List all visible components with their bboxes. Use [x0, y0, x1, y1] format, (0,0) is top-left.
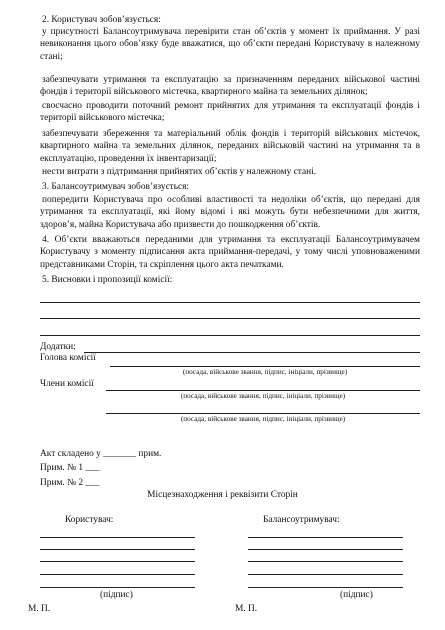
user-requisites-line: [40, 537, 195, 538]
paragraph-expenses: нести витрати з підтримання прийнятих об’єктів у належному стані.: [42, 167, 317, 177]
conclusions-line: [40, 335, 420, 336]
chairman-signature-line: [110, 366, 420, 367]
act-copies-line: [40, 448, 161, 460]
attachments-label: Додатки:: [40, 342, 76, 352]
user-requisites-line: [40, 574, 195, 575]
member-caption: (посада, військове звання, підпис, ініціали, прізвище): [180, 392, 346, 400]
conclusions-line: [40, 302, 420, 303]
chairman-caption: (посада, військове звання, підпис, ініціали, прізвище): [182, 368, 348, 376]
section-5-heading: 5. Висновки і пропозиції комісії:: [42, 275, 173, 285]
chairman-label: Голова комісії: [40, 353, 96, 363]
paragraph-maintenance: забезпечувати утримання та експлуатацію за призначенням переданих військової частині фондів і території військового містечка, квартирного майна та земельних ділянок;: [40, 75, 420, 98]
member-signature-line: [106, 413, 420, 414]
section-3-heading: 3. Балансоутримувач зобов’язується:: [42, 182, 190, 192]
holder-requisites-line: [248, 574, 403, 575]
holder-requisites-line: [248, 561, 403, 562]
user-sign-caption: (підпис): [100, 590, 133, 600]
attachments-line: [84, 352, 420, 353]
paragraph-user-inspection: у присутності Балансоутримувача перевірити стан об’єктів у момент їх приймання. У разі невиконання цього обов’язку буде вважатися, що об’єкти передані Користувачу в належному стані;: [40, 27, 420, 62]
paragraph-accounting: забезпечувати збереження та матеріальний облік фондів і територій військових містечок, квартирного майна та земельних ділянок, переданих військовій частині на утримання та в експлуатацію, проведення їх інвентаризації;: [40, 129, 420, 164]
members-label: Члени комісії: [40, 379, 94, 389]
user-signature-line: [40, 587, 195, 588]
holder-requisites-line: [248, 549, 403, 550]
paragraph-transfer-moment: 4. Об’єкти вважаються переданими для утримання та експлуатації Балансоутримувачем Користувачу з моменту підписання акта приймання-передачі, у тому числі уповноваженими представниками Сторін, та скріплення цього акта печатками.: [40, 235, 420, 270]
user-seal: М. П.: [28, 604, 51, 614]
conclusions-line: [40, 318, 420, 319]
holder-signature-line: [248, 587, 403, 588]
copy-2: Прим. № 2 ___: [40, 478, 100, 488]
copy-1: Прим. № 1 ___: [40, 463, 100, 473]
user-requisites-line: [40, 549, 195, 550]
act-suffix: прим.: [138, 449, 162, 459]
paragraph-warning: попередити Користувача про особливі властивості та недоліки об’єктів, що передані для утримання та експлуатації, які йому відомі і які можуть бути небезпечними для життя, здоров’я, майна Користувача або призвести до пошкодження об’єктів.: [40, 195, 420, 230]
act-blank: _______: [103, 449, 137, 459]
user-label: Користувач:: [65, 515, 114, 525]
parties-heading: Місцезнаходження і реквізити Сторін: [147, 490, 298, 500]
holder-seal: М. П.: [235, 604, 258, 614]
paragraph-repair: своєчасно проводити поточний ремонт прийнятих для утримання та експлуатації фондів і території військового містечка;: [40, 101, 420, 124]
holder-sign-caption: (підпис): [340, 590, 373, 600]
holder-label: Балансоутримувач:: [263, 515, 340, 525]
member-caption: (посада, військове звання, підпис, ініціали, прізвище): [180, 415, 346, 423]
user-requisites-line: [40, 561, 195, 562]
holder-requisites-line: [248, 537, 403, 538]
member-signature-line: [106, 390, 420, 391]
section-2-heading: 2. Користувач зобов’язується:: [42, 15, 161, 25]
act-prefix: Акт складено у: [40, 449, 101, 459]
